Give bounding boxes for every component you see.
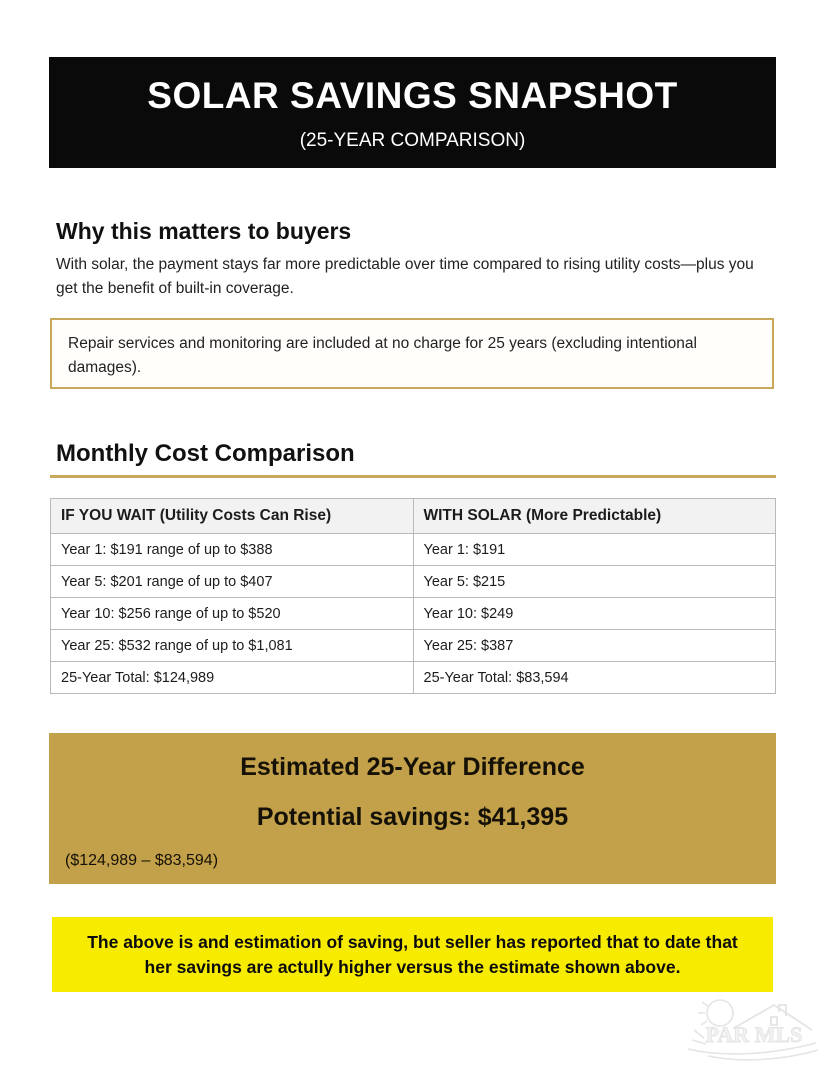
- table-row-year-5: [51, 566, 776, 598]
- section-divider: [50, 475, 776, 478]
- coverage-note-box: [50, 318, 774, 389]
- difference-title: Estimated 25-Year Difference: [240, 753, 585, 781]
- table-row-year-25: [51, 630, 776, 662]
- table-header-row: [51, 499, 776, 534]
- comparison-section-heading: Monthly Cost Comparison: [56, 440, 355, 467]
- why-section-body: With solar, the payment stays far more predictable over time compared to rising utility costs—plus you get the benefit of built-in coverage.: [56, 256, 754, 298]
- column-header-if-you-wait: IF YOU WAIT (Utility Costs Can Rise): [51, 499, 414, 534]
- why-section-heading: Why this matters to buyers: [56, 218, 352, 244]
- difference-summary-box: [49, 733, 776, 884]
- disclaimer-highlight-box: [52, 917, 773, 992]
- cell-solar-year-5: Year 5: $215: [413, 566, 776, 598]
- table-row-total: [51, 662, 776, 694]
- coverage-note-text: Repair services and monitoring are included at no charge for 25 years (excluding intentional damages).: [68, 335, 697, 377]
- title-banner: [49, 57, 776, 168]
- disclaimer-text: The above is and estimation of saving, but seller has reported that to date that her savings are actully higher versus the estimate shown above.: [87, 932, 738, 977]
- page-subtitle: (25-YEAR COMPARISON): [299, 130, 526, 151]
- cell-solar-total: 25-Year Total: $83,594: [413, 662, 776, 694]
- cell-solar-year-25: Year 25: $387: [413, 630, 776, 662]
- savings-calculation: ($124,989 – $83,594): [65, 852, 219, 869]
- watermark-label: PAR MLS: [705, 1022, 803, 1047]
- cell-wait-year-5: Year 5: $201 range of up to $407: [51, 566, 414, 598]
- table-row-year-1: [51, 534, 776, 566]
- cell-wait-year-25: Year 25: $532 range of up to $1,081: [51, 630, 414, 662]
- page-title: SOLAR SAVINGS SNAPSHOT: [147, 75, 678, 116]
- column-header-with-solar: WITH SOLAR (More Predictable): [413, 499, 776, 534]
- table-row-year-10: [51, 598, 776, 630]
- cost-comparison-table: [50, 498, 776, 694]
- cell-solar-year-1: Year 1: $191: [413, 534, 776, 566]
- cell-wait-year-10: Year 10: $256 range of up to $520: [51, 598, 414, 630]
- cell-wait-year-1: Year 1: $191 range of up to $388: [51, 534, 414, 566]
- cell-solar-year-10: Year 10: $249: [413, 598, 776, 630]
- potential-savings-value: Potential savings: $41,395: [256, 803, 569, 831]
- cell-wait-total: 25-Year Total: $124,989: [51, 662, 414, 694]
- mls-logo-watermark: [680, 992, 822, 1064]
